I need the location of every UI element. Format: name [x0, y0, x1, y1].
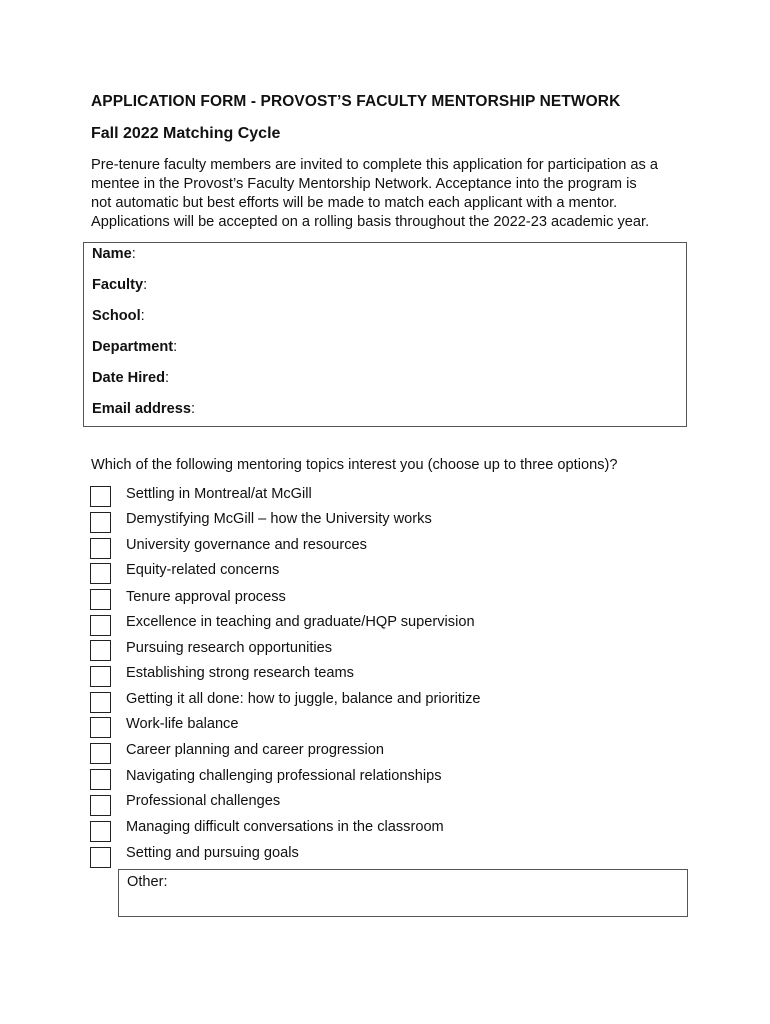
topic-label: Excellence in teaching and graduate/HQP supervision	[126, 614, 475, 630]
faculty-label: Faculty	[92, 277, 144, 293]
other-label: Other:	[127, 874, 168, 890]
other-input[interactable]	[179, 874, 683, 914]
school-field[interactable]: School:	[92, 308, 145, 324]
topic-checkbox[interactable]	[90, 589, 111, 610]
email-field[interactable]: Email address:	[92, 401, 196, 417]
topic-label: Getting it all done: how to juggle, balance and prioritize	[126, 691, 481, 707]
topics-question: Which of the following mentoring topics interest you (choose up to three options)?	[91, 457, 618, 473]
date-hired-label: Date Hired	[92, 370, 165, 386]
intro-line: Pre-tenure faculty members are invited to complete this application for participation as a	[91, 157, 659, 173]
topic-label: Navigating challenging professional relationships	[126, 768, 442, 784]
intro-paragraph	[91, 156, 691, 232]
topic-label: Tenure approval process	[126, 589, 286, 605]
topic-label: Work-life balance	[126, 716, 239, 732]
form-title: APPLICATION FORM - PROVOST’S FACULTY MENTORSHIP NETWORK	[91, 93, 621, 110]
topic-checkbox[interactable]	[90, 512, 111, 533]
topic-checkbox[interactable]	[90, 692, 111, 713]
topic-checkbox[interactable]	[90, 821, 111, 842]
faculty-field[interactable]: Faculty:	[92, 277, 148, 293]
department-label: Department	[92, 339, 174, 355]
topic-checkbox[interactable]	[90, 743, 111, 764]
topic-label: University governance and resources	[126, 537, 367, 553]
name-field[interactable]: Name:	[92, 246, 136, 262]
other-topic-box[interactable]	[118, 869, 688, 917]
topic-checkbox[interactable]	[90, 563, 111, 584]
topic-checkbox[interactable]	[90, 666, 111, 687]
topic-label: Professional challenges	[126, 793, 281, 809]
topic-checkbox[interactable]	[90, 538, 111, 559]
school-label: School	[92, 308, 141, 324]
topic-checkbox[interactable]	[90, 717, 111, 738]
form-subtitle: Fall 2022 Matching Cycle	[91, 125, 281, 142]
name-label: Name	[92, 246, 132, 262]
topic-label: Equity-related concerns	[126, 562, 280, 578]
date-hired-field[interactable]: Date Hired:	[92, 370, 170, 386]
topic-label: Setting and pursuing goals	[126, 845, 299, 861]
topic-label: Settling in Montreal/at McGill	[126, 486, 312, 502]
topic-label: Career planning and career progression	[126, 742, 384, 758]
intro-line: Applications will be accepted on a rolling basis throughout the 2022-23 academic year.	[91, 214, 650, 230]
email-label: Email address	[92, 401, 191, 417]
topic-checkbox[interactable]	[90, 795, 111, 816]
topic-checkbox[interactable]	[90, 486, 111, 507]
topic-checkbox[interactable]	[90, 615, 111, 636]
topic-label: Establishing strong research teams	[126, 665, 354, 681]
topic-checkbox[interactable]	[90, 769, 111, 790]
topic-checkbox[interactable]	[90, 847, 111, 868]
applicant-info-box	[83, 242, 687, 427]
topic-label: Managing difficult conversations in the classroom	[126, 819, 444, 835]
topic-label: Pursuing research opportunities	[126, 640, 333, 656]
topic-label: Demystifying McGill – how the University works	[126, 511, 432, 527]
intro-line: mentee in the Provost’s Faculty Mentorship Network. Acceptance into the program is	[91, 176, 637, 192]
department-field[interactable]: Department:	[92, 339, 178, 355]
intro-line: not automatic but best efforts will be made to match each applicant with a mentor.	[91, 195, 618, 211]
topic-checkbox[interactable]	[90, 640, 111, 661]
